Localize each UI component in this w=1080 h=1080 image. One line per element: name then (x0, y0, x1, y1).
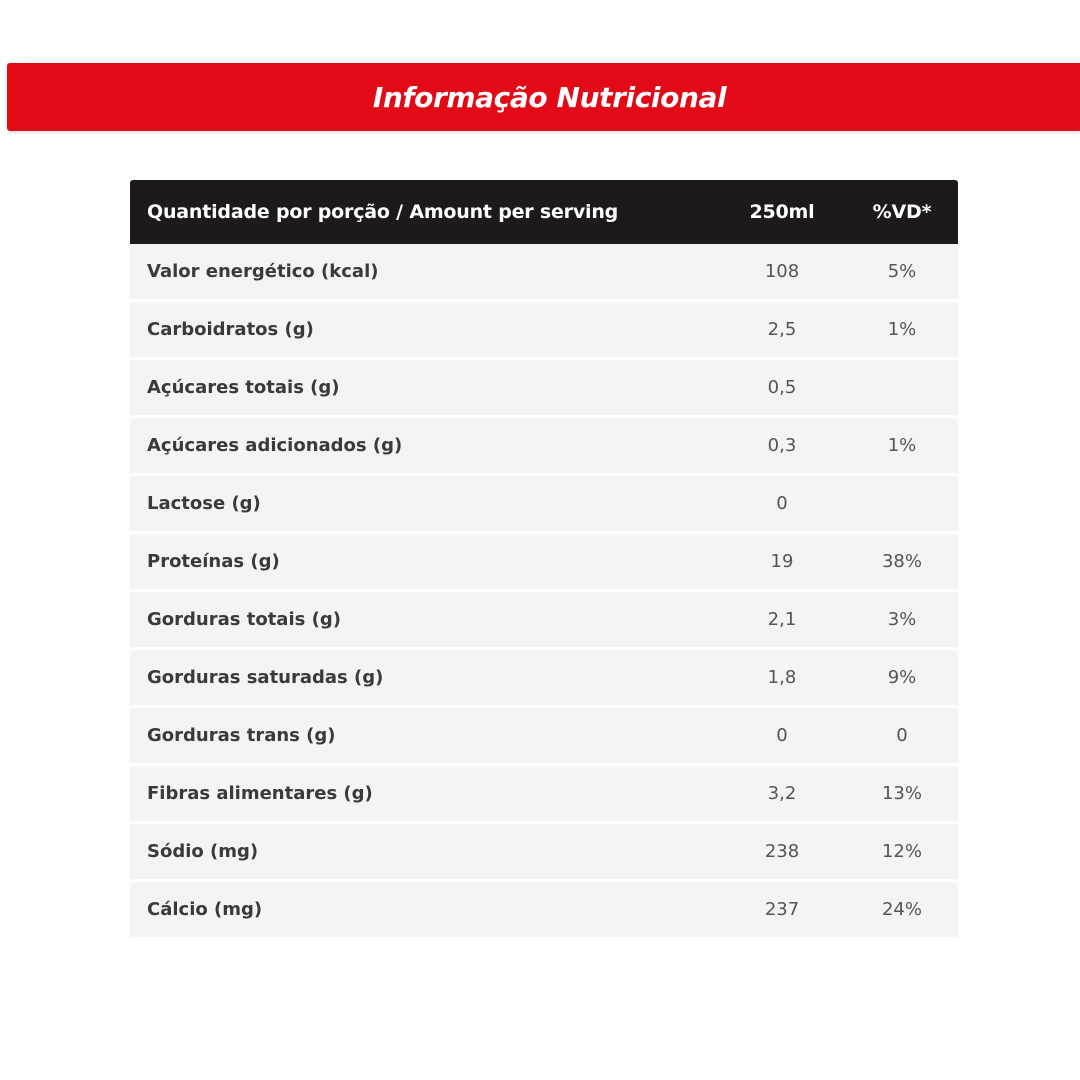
nutrient-amount: 0 (718, 476, 846, 534)
table-row (130, 650, 958, 708)
nutrient-name: Gorduras saturadas (g) (130, 650, 718, 708)
nutrient-amount: 1,8 (718, 650, 846, 708)
nutrient-amount: 0 (718, 708, 846, 766)
nutrient-daily-value: 3% (846, 592, 958, 650)
header-amount: 250ml (718, 180, 846, 244)
nutrient-name: Açúcares totais (g) (130, 360, 718, 418)
nutrient-amount: 2,5 (718, 302, 846, 360)
nutrient-daily-value: 12% (846, 824, 958, 882)
table-row (130, 360, 958, 418)
nutrient-daily-value: 1% (846, 302, 958, 360)
nutrient-daily-value: 38% (846, 534, 958, 592)
table-row (130, 534, 958, 592)
nutrient-amount: 3,2 (718, 766, 846, 824)
page-title: Informação Nutricional (372, 80, 727, 114)
nutrient-amount: 0,3 (718, 418, 846, 476)
table-row (130, 592, 958, 650)
nutrient-amount: 238 (718, 824, 846, 882)
nutrient-name: Proteínas (g) (130, 534, 718, 592)
nutrient-daily-value: 13% (846, 766, 958, 824)
nutrient-name: Açúcares adicionados (g) (130, 418, 718, 476)
nutrient-name: Fibras alimentares (g) (130, 766, 718, 824)
nutrient-name: Lactose (g) (130, 476, 718, 534)
table-row (130, 708, 958, 766)
table-row (130, 244, 958, 302)
header-daily-value: %VD* (846, 180, 958, 244)
table-row (130, 418, 958, 476)
nutrient-daily-value: 9% (846, 650, 958, 708)
nutrient-daily-value: 0 (846, 708, 958, 766)
nutrient-amount: 0,5 (718, 360, 846, 418)
nutrient-amount: 237 (718, 882, 846, 937)
nutrient-daily-value (846, 360, 958, 418)
nutrient-amount: 19 (718, 534, 846, 592)
nutrient-name: Sódio (mg) (130, 824, 718, 882)
title-banner (7, 63, 1080, 131)
table-row (130, 766, 958, 824)
table-row (130, 302, 958, 360)
table-row (130, 824, 958, 882)
header-serving-label: Quantidade por porção / Amount per serving (130, 180, 718, 244)
table-row (130, 882, 958, 937)
nutrition-table (130, 180, 958, 937)
table-row (130, 476, 958, 534)
nutrient-name: Gorduras trans (g) (130, 708, 718, 766)
nutrient-daily-value (846, 476, 958, 534)
nutrient-name: Valor energético (kcal) (130, 244, 718, 302)
table-header-row (130, 180, 958, 244)
nutrient-daily-value: 1% (846, 418, 958, 476)
nutrient-daily-value: 5% (846, 244, 958, 302)
nutrient-name: Cálcio (mg) (130, 882, 718, 937)
nutrient-daily-value: 24% (846, 882, 958, 937)
nutrient-amount: 2,1 (718, 592, 846, 650)
nutrient-name: Carboidratos (g) (130, 302, 718, 360)
nutrient-name: Gorduras totais (g) (130, 592, 718, 650)
nutrient-amount: 108 (718, 244, 846, 302)
